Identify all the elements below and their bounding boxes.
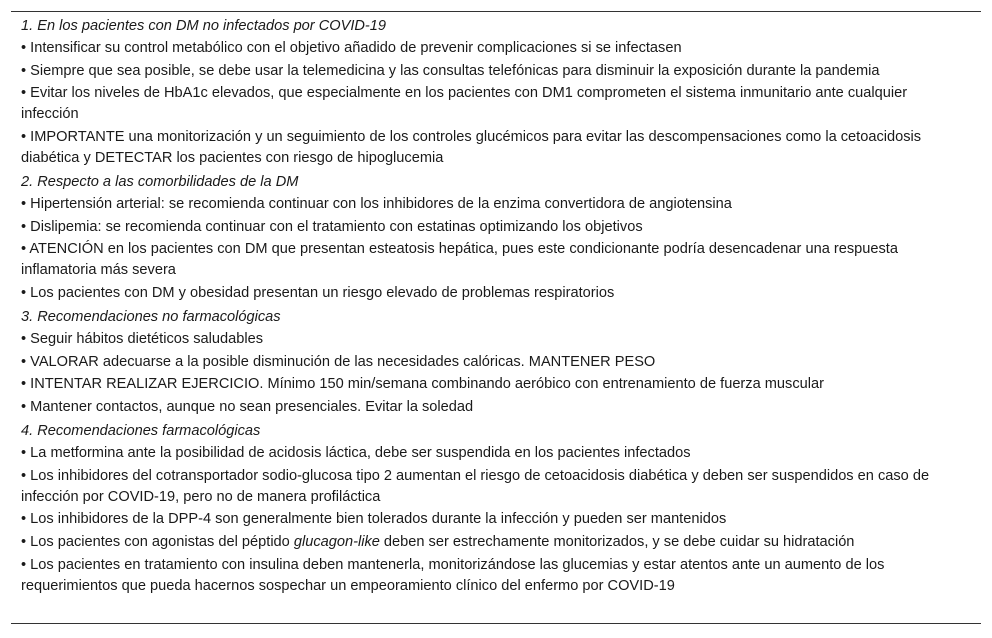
section-heading-3: 3. Recomendaciones no farmacológicas (21, 308, 281, 325)
list-item: • IMPORTANTE una monitorización y un seguimiento de los controles glucémicos para evitar las descompensaciones como la cetoacidosis diabética y DETECTAR los pacientes con riesgo de hipoglucemia (21, 129, 922, 167)
list-item: • Los pacientes en tratamiento con insulina deben mantenerla, monitorizándose las glucemias y estar atentos ante un aumento de los requerimientos que pueda hacernos sospechar un empeoramiento clínico del enfermo por COVID-19 (21, 556, 885, 594)
recommendations-table (11, 11, 981, 624)
section-heading-2: 2. Respecto a las comorbilidades de la DM (21, 173, 299, 190)
list-item: • ATENCIÓN en los pacientes con DM que presentan esteatosis hepática, pues este condicionante podría desencadenar una respuesta inflamatoria más severa (21, 241, 898, 279)
list-item: • Evitar los niveles de HbA1c elevados, que especialmente en los pacientes con DM1 comprometen el sistema inmunitario ante cualquier infección (21, 85, 908, 123)
list-item: • INTENTAR REALIZAR EJERCICIO. Mínimo 150 min/semana combinando aeróbico con entrenamiento de fuerza muscular (21, 376, 824, 393)
section-heading-4: 4. Recomendaciones farmacológicas (21, 422, 261, 439)
list-item: • Los inhibidores del cotransportador sodio-glucosa tipo 2 aumentan el riesgo de cetoacidosis diabética y deben ser suspendidos en caso de infección por COVID-19, pero no de manera profiláctica (21, 467, 930, 505)
list-item: • Seguir hábitos dietéticos saludables (21, 330, 264, 347)
list-item: • Mantener contactos, aunque no sean presenciales. Evitar la soledad (21, 399, 474, 416)
glp1-text-after: deben ser estrechamente monitorizados, y se debe cuidar su hidratación (379, 534, 855, 551)
list-item: • VALORAR adecuarse a la posible disminución de las necesidades calóricas. MANTENER PESO (21, 353, 656, 370)
glp1-text-before: • Los pacientes con agonistas del péptido (21, 534, 294, 551)
list-item: • Los inhibidores de la DPP-4 son generalmente bien tolerados durante la infección y pueden ser mantenidos (21, 511, 727, 528)
list-item: • Intensificar su control metabólico con el objetivo añadido de prevenir complicaciones si se infectasen (21, 39, 682, 56)
list-item: • Siempre que sea posible, se debe usar la telemedicina y las consultas telefónicas para disminuir la exposición durante la pandemia (21, 62, 880, 79)
list-item: • Dislipemia: se recomienda continuar con el tratamiento con estatinas optimizando los objetivos (21, 218, 643, 235)
list-item-glp1 (21, 532, 956, 553)
list-item: • Los pacientes con DM y obesidad presentan un riesgo elevado de problemas respiratorios (21, 285, 615, 302)
section-heading-1: 1. En los pacientes con DM no infectados por COVID-19 (21, 18, 387, 34)
list-item: • Hipertensión arterial: se recomienda continuar con los inhibidores de la enzima convertidora de angiotensina (21, 195, 732, 212)
list-item: • La metformina ante la posibilidad de acidosis láctica, debe ser suspendida en los pacientes infectados (21, 444, 691, 461)
glp1-emphasis: glucagon-like (293, 534, 380, 551)
